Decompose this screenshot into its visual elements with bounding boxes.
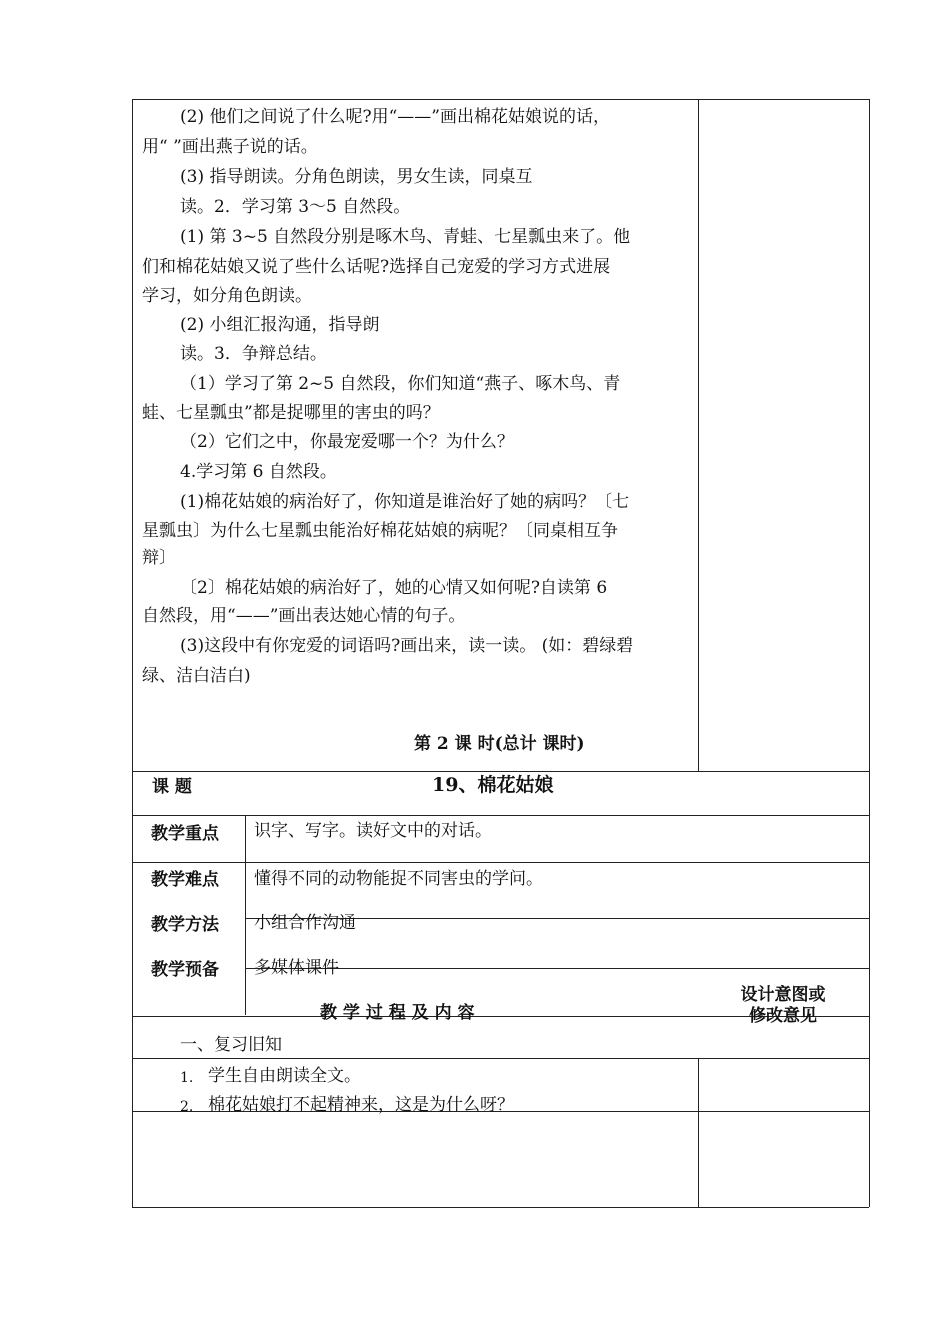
row-line-difficulty	[132, 862, 869, 863]
method-value: 小组合作沟通	[254, 913, 356, 933]
notes-column-divider-upper	[698, 99, 699, 771]
notes-column-divider-lower	[698, 1058, 699, 1207]
text-line: (1) 第 3~5 自然段分别是啄木鸟、青蛙、七星瓢虫来了。他	[180, 227, 631, 247]
text-line: 学习，如分角色朗读。	[142, 286, 312, 306]
row-line-topic	[132, 771, 869, 772]
topic-label: 课 题	[152, 777, 192, 797]
table-top-border	[132, 99, 869, 100]
list-item-number: 2.	[180, 1099, 194, 1115]
table-bottom-border	[132, 1207, 869, 1208]
text-line: （2）它们之中，你最宠爱哪一个？为什么？	[180, 432, 514, 452]
design-intent-header-line1: 设计意图或	[740, 985, 826, 1005]
text-line: (2) 他们之间说了什么呢?用“——”画出棉花姑娘说的话，	[180, 107, 610, 127]
topic-value: 19、棉花姑娘	[432, 774, 554, 796]
difficulty-value: 懂得不同的动物能捉不同害虫的学问。	[254, 869, 543, 889]
text-line: 绿、洁白洁白)	[142, 666, 251, 686]
text-line: (2) 小组汇报沟通，指导朗	[180, 315, 380, 335]
process-header: 教 学 过 程 及 内 容	[320, 1003, 475, 1023]
table-left-border	[132, 99, 133, 1207]
text-line: 们和棉花姑娘又说了些什么话呢?选择自己宠爱的学习方式进展	[142, 257, 611, 277]
text-line: (3) 指导朗读。分角色朗读，男女生读，同桌互	[180, 167, 533, 187]
text-line: 辩〕	[142, 548, 176, 568]
text-line: (3)这段中有你宠爱的词语吗?画出来，读一读。 (如：碧绿碧	[180, 636, 634, 656]
text-line: 读。2．学习第 3～5 自然段。	[180, 197, 411, 217]
text-line: 用“ ”画出燕子说的话。	[142, 137, 318, 157]
list-item-text: 学生自由朗读全文。	[208, 1066, 361, 1086]
list-item-number: 1.	[180, 1070, 194, 1086]
key-point-value: 识字、写字。读好文中的对话。	[254, 821, 492, 841]
prep-label: 教学预备	[151, 960, 219, 980]
key-point-label: 教学重点	[151, 824, 219, 844]
design-intent-header-line2: 修改意见	[749, 1006, 817, 1026]
method-label: 教学方法	[151, 915, 219, 935]
list-item-text: 棉花姑娘打不起精神来，这是为什么呀？	[208, 1095, 514, 1115]
text-line: （1）学习了第 2~5 自然段，你们知道“燕子、啄木鸟、青	[180, 374, 621, 394]
difficulty-label: 教学难点	[151, 870, 219, 890]
table-right-border	[869, 99, 870, 1207]
prep-value: 多媒体课件	[254, 958, 339, 978]
text-line: 自然段，用“——”画出表达她心情的句子。	[142, 606, 466, 626]
text-line: 蛙、七星瓢虫”都是捉哪里的害虫的吗？	[142, 403, 440, 423]
label-column-divider	[245, 815, 246, 1015]
row-line-review-title	[132, 1058, 869, 1059]
text-line: (1)棉花姑娘的病治好了，你知道是谁治好了她的病吗？〔七	[180, 492, 630, 512]
text-line: 〔2〕棉花姑娘的病治好了，她的心情又如何呢?自读第 6	[180, 578, 608, 598]
review-title: 一、复习旧知	[180, 1035, 282, 1055]
text-line: 4.学习第 6 自然段。	[180, 462, 337, 482]
text-line: 读。3．争辩总结。	[180, 344, 327, 364]
text-line: 星瓢虫〕为什么七星瓢虫能治好棉花姑娘的病呢？〔同桌相互争	[142, 521, 618, 541]
row-line-keypoint	[132, 815, 869, 816]
lesson-period-heading: 第 2 课 时(总计 课时)	[414, 734, 585, 754]
